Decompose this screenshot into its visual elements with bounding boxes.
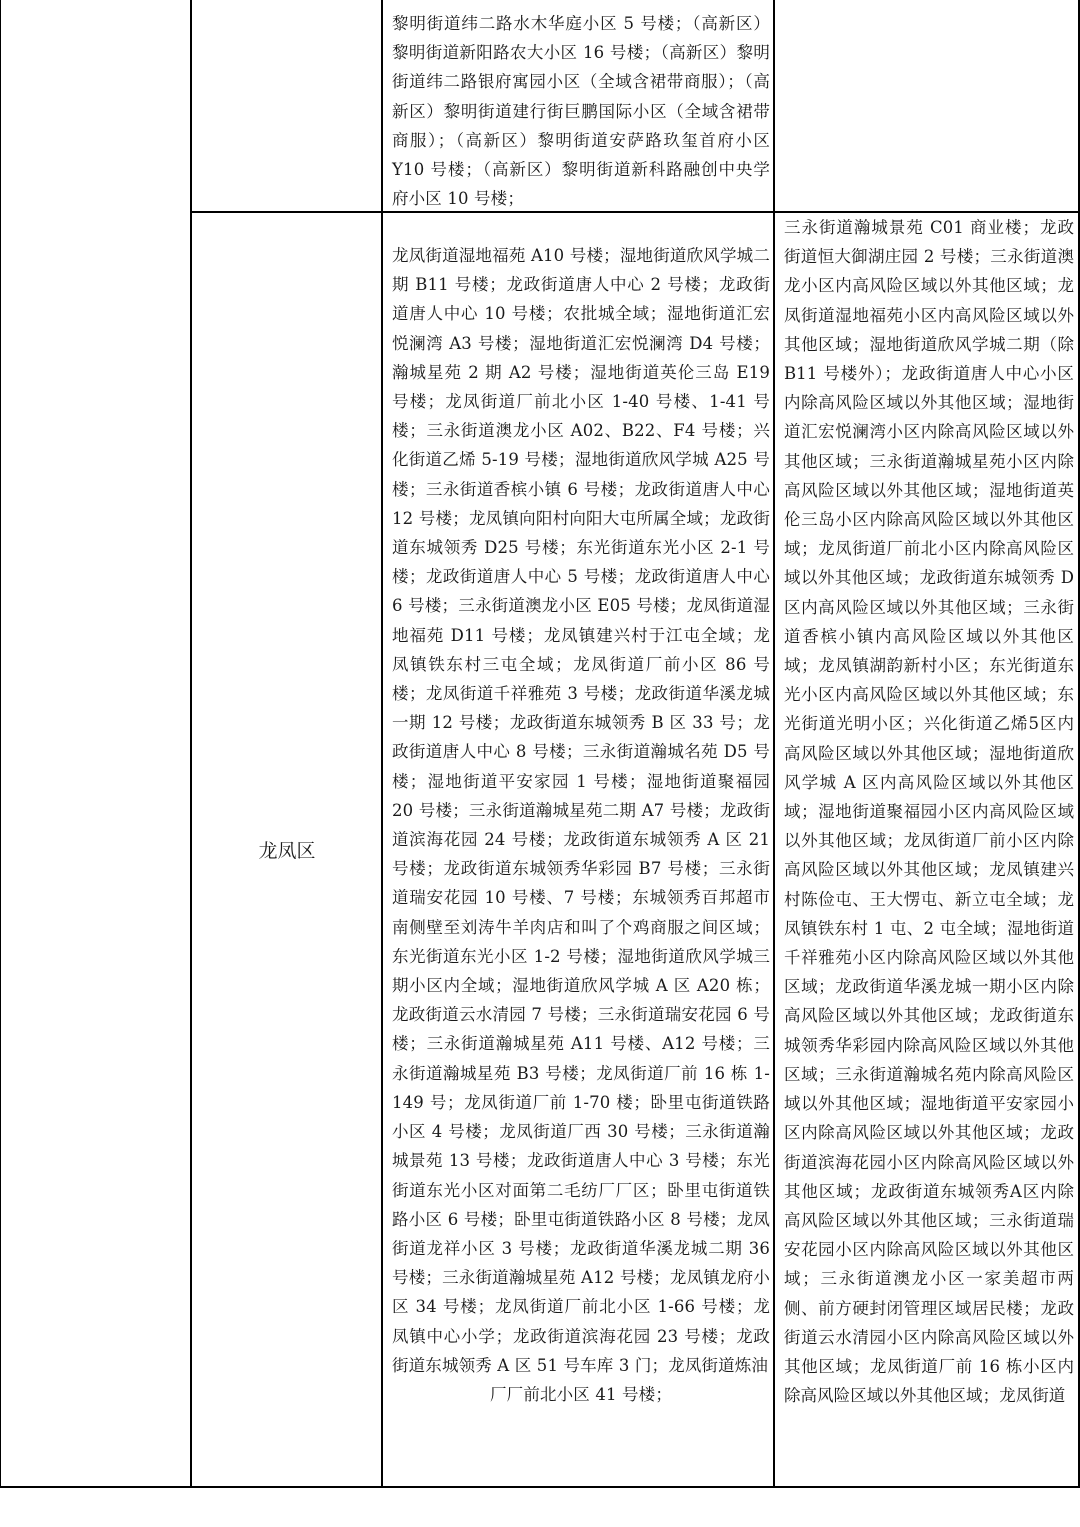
table-border-left [0,0,1,1487]
high-risk-list-last-line: 厂厂前北小区 41 号楼； [490,1384,672,1404]
district-name: 龙凤区 [258,840,316,862]
bottom-row-other-cell: 三永街道瀚城景苑 C01 商业楼；龙政街道恒大御湖庄园 2 号楼；三永街道澳龙小区内高风险区域以外其他区域；龙凤街道湿地福苑小区内高风险区域以外其他区域；湿地街道欣风学城二期（除 B11 号楼外）；龙政街道唐人中心小区内除高风险区域以外其他区域；湿地街道汇宏悦澜湾小区内除高风险区域以外其他区域；三永街道瀚城星苑小区内除高风险区域以外其他区域；湿地街道英伦三岛小区内除高风险区域以外其他区域；龙凤街道厂前北小区内除高风险区域以外其他区域；龙政街道东城领秀 D 区内高风险区域以外其他区域；三永街道香槟小镇内高风险区域以外其他区域；龙凤镇湖韵新村小区；东光街道东光小区内高风险区域以外其他区域；东光街道光明小区；兴化街道乙烯5区内高风险区域以外其他区域；湿地街道欣风学城 A 区内高风险区域以外其他区域；湿地街道聚福园小区内高风险区域以外其他区域；龙凤街道厂前小区内除高风险区域以外其他区域；龙凤镇建兴村陈俭屯、王大愣屯、新立屯全域；龙凤镇铁东村 1 屯、2 屯全域；湿地街道千祥雅苑小区内除高风险区域以外其他区域；龙政街道华溪龙城一期小区内除高风险区域以外其他区域；龙政街道东城领秀华彩园内除高风险区域以外其他区域；三永街道瀚城名苑内除高风险区域以外其他区域；湿地街道平安家园小区内除高风险区域以外其他区域；龙政街道滨海花园小区内除高风险区域以外其他区域；龙政街道东城领秀A区内除高风险区域以外其他区域；三永街道瑞安花园小区内除高风险区域以外其他区域；三永街道澳龙小区一家美超市两侧、前方硬封闭管理区域居民楼；龙政街道云水清园小区内除高风险区域以外其他区域；龙凤街道厂前 16 栋小区内除高风险区域以外其他区域；龙凤街道 [784,218,1074,1406]
table-border-right [1078,0,1080,1487]
high-risk-list: 龙凤街道湿地福苑 A10 号楼；湿地街道欣风学城二期 B11 号楼；龙政街道唐人中心 2 号楼；龙政街道唐人中心 10 号楼；农批城全域；湿地街道汇宏悦澜湾 A3 号楼；湿地街道汇宏悦澜湾 D4 号楼；瀚城星苑 2 期 A2 号楼；湿地街道英伦三岛 E19 号楼；龙凤街道厂前北小区 1-40 号楼、1-41 号楼；三永街道澳龙小区 A02、B22、F4 号楼；兴化街道乙烯 5-19 号楼；湿地街道欣风学城 A25 号楼；三永街道香槟小镇 6 号楼；龙政街道唐人中心 12 号楼；龙凤镇向阳村向阳大屯所属全域；龙政街道东城领秀 D25 号楼；东光街道东光小区 2-1 号楼；龙政街道唐人中心 5 号楼；龙政街道唐人中心 6 号楼；三永街道澳龙小区 E05 号楼；龙凤街道湿地福苑 D11 号楼；龙凤镇建兴村于江屯全域；龙凤镇铁东村三屯全域；龙凤街道厂前小区 86 号楼；龙凤街道千祥雅苑 3 号楼；龙政街道华溪龙城一期 12 号楼；龙政街道东城领秀 B 区 33 号；龙政街道唐人中心 8 号楼；三永街道瀚城名苑 D5 号楼；湿地街道平安家园 1 号楼；湿地街道聚福园 20 号楼；三永街道瀚城星苑二期 A7 号楼；龙政街道滨海花园 24 号楼；龙政街道东城领秀 A 区 21 号楼；龙政街道东城领秀华彩园 B7 号楼；三永街道瑞安花园 10 号楼、7 号楼；东城领秀百邦超市南侧壁至刘涛牛羊肉店和叫了个鸡商服之间区域；东光街道东光小区 1-2 号楼；湿地街道欣风学城三期小区内全域；湿地街道欣风学城 A 区 A20 栋；龙政街道云水清园 7 号楼；三永街道瑞安花园 6 号楼；三永街道瀚城星苑 A11 号楼、A12 号楼；三永街道瀚城星苑 B3 号楼；龙凤街道厂前 16 栋 1-149 号；龙凤街道厂前 1-70 楼；卧里屯街道铁路小区 4 号楼；龙凤街道厂西 30 号楼；三永街道瀚城景苑 13 号楼；龙政街道唐人中心 3 号楼；东光街道东光小区对面第二毛纺厂厂区；卧里屯街道铁路小区 6 号楼；卧里屯街道铁路小区 8 号楼；龙凤街道龙祥小区 3 号楼；龙政街道华溪龙城二期 36 号楼；三永街道瀚城星苑 A12 号楼；龙凤镇龙府小区 34 号楼；龙凤街道厂前北小区 1-66 号楼；龙凤镇中心小学；龙政街道滨海花园 23 号楼；龙政街道东城领秀 A 区 51 号车库 3 门；龙凤街道炼油 [392,246,770,1375]
column-divider-2 [381,0,383,1487]
column-divider-3 [773,0,775,1487]
top-row-high-risk-cell: 黎明街道纬二路水木华庭小区 5 号楼；（高新区）黎明街道新阳路农大小区 16 号楼；（高新区）黎明街道纬二路银府寓园小区（全域含裙带商服）；（高新区）黎明街道建行街巨鹏国际小区（全域含裙带商服）；（高新区）黎明街道安萨路玖玺首府小区 Y10 号楼；（高新区）黎明街道新科路融创中央学府小区 10 号楼； [392,14,770,209]
table-border-bottom [0,1486,1080,1488]
bottom-row-high-risk-cell [392,241,770,1409]
column-divider-1 [190,0,192,1487]
